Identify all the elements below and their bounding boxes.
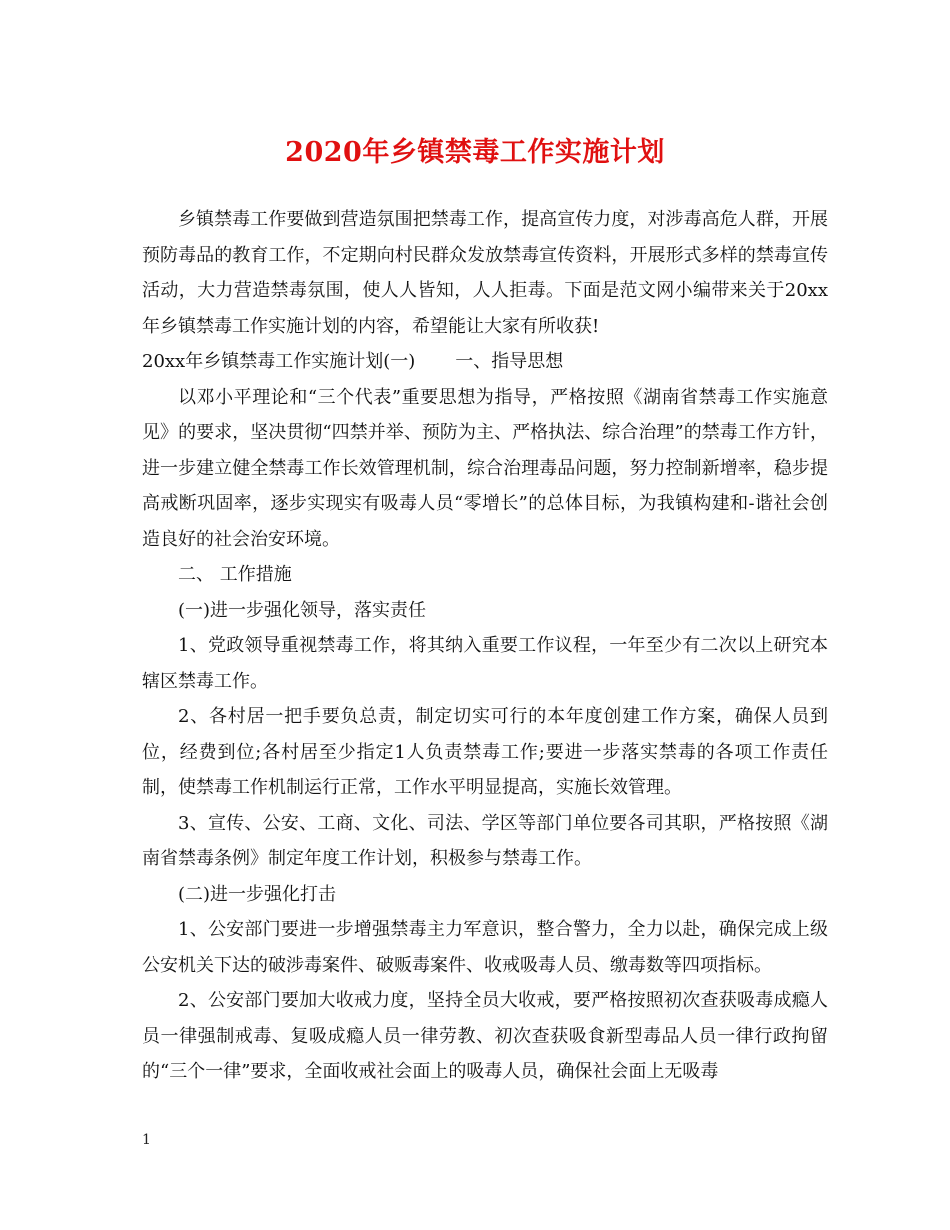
- list-item: 3、宣传、公安、工商、文化、司法、学区等部门单位要各司其职，严格按照《湖南省禁毒条例》制定年度工作计划，积极参与禁毒工作。: [142, 812, 828, 869]
- list-item: 1、党政领导重视禁毒工作，将其纳入重要工作议程，一年至少有二次以上研究本辖区禁毒工作。: [142, 635, 828, 692]
- plan-subheading: 20xx年乡镇禁毒工作实施计划(一): [142, 351, 416, 372]
- subheading-line: [142, 344, 828, 380]
- subsection-heading-crackdown: (二)进一步强化打击: [178, 883, 337, 905]
- intro-paragraph: 乡镇禁毒工作要做到营造氛围把禁毒工作，提高宣传力度，对涉毒高危人群，开展预防毒品的教育工作，不定期向村民群众发放禁毒宣传资料，开展形式多样的禁毒宣传活动，大力营造禁毒氛围，使人人皆知，人人拒毒。下面是范文网小编带来关于20xx年乡镇禁毒工作实施计划的内容，希望能让大家有所收获!: [142, 209, 828, 337]
- section-heading-measures: 二、 工作措施: [178, 564, 292, 585]
- list-item: 2、各村居一把手要负总责，制定切实可行的本年度创建工作方案，确保人员到位，经费到位;各村居至少指定1人负责禁毒工作;要进一步落实禁毒的各项工作责任制，使禁毒工作机制运行正常，工作水平明显提高，实施长效管理。: [142, 706, 828, 798]
- list-item: 1、公安部门要进一步增强禁毒主力军意识，整合警力，全力以赴，确保完成上级公安机关下达的破涉毒案件、破贩毒案件、收戒吸毒人员、缴毒数等四项指标。: [142, 919, 828, 976]
- subsection-heading-leadership: (一)进一步强化领导，落实责任: [178, 599, 427, 621]
- list-item: 2、公安部门要加大收戒力度，坚持全员大收戒，要严格按照初次查获吸毒成瘾人员一律强制戒毒、复吸成瘾人员一律劳教、初次查获吸食新型毒品人员一律行政拘留的“三个一律”要求，全面收戒社会面上的吸毒人员，确保社会面上无吸毒: [142, 990, 828, 1082]
- document-body: [142, 202, 828, 1090]
- page-number: 1: [142, 1132, 151, 1148]
- section-heading-guiding: 一、指导思想: [455, 351, 564, 372]
- document-title: 2020年乡镇禁毒工作实施计划: [285, 137, 665, 168]
- guiding-paragraph: 以邓小平理论和“三个代表”重要思想为指导，严格按照《湖南省禁毒工作实施意见》的要求，坚决贯彻“四禁并举、预防为主、严格执法、综合治理”的禁毒工作方针，进一步建立健全禁毒工作长效管理机制，综合治理毒品问题，努力控制新增率，稳步提高戒断巩固率，逐步实现实有吸毒人员“零增长”的总体目标，为我镇构建和-谐社会创造良好的社会治安环境。: [142, 386, 828, 550]
